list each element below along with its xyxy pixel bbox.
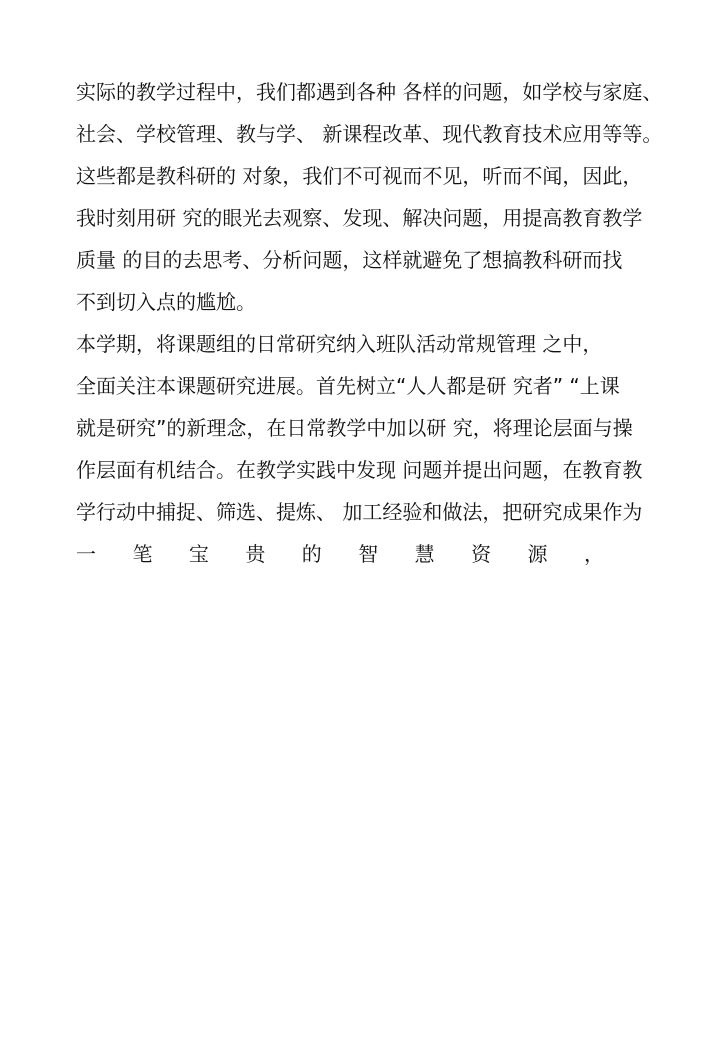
spaced-char-9: 源 <box>527 542 548 566</box>
spaced-char-3: 宝 <box>188 542 209 566</box>
paragraph-1-line-6: 不到切入点的尴尬。 <box>76 290 256 314</box>
paragraph-2-line-1: 本学期，将课题组的日常研究纳入班队活动常规管理 之中， <box>76 332 603 356</box>
paragraph-2-line-3: 就是研究”的新理念，在日常教学中加以研 究，将理论层面与操 <box>76 416 633 440</box>
spaced-char-10: ， <box>583 542 604 566</box>
spaced-char-2: 笔 <box>132 542 153 566</box>
paragraph-1-line-4: 我时刻用研 究的眼光去观察、发现、解决问题，用提高教育教学 <box>76 206 643 230</box>
paragraph-2-line-4: 作层面有机结合。在教学实践中发现 问题并提出问题，在教育教 <box>76 458 643 482</box>
spaced-char-7: 慧 <box>414 542 435 566</box>
spaced-char-1: 一 <box>76 542 96 566</box>
spaced-char-5: 的 <box>301 542 322 566</box>
paragraph-1-line-1: 实际的教学过程中，我们都遇到各种 各样的问题，如学校与家庭、 <box>76 80 663 104</box>
paragraph-2-line-2: 全面关注本课题研究进展。首先树立“人人都是研 究者” “上课 <box>76 374 620 398</box>
paragraph-1-line-5: 质量 的目的去思考、分析问题，这样就避免了想搞教科研而找 <box>76 248 623 272</box>
paragraph-1-line-3: 这些都是教科研的 对象，我们不可视而不见，听而不闻，因此， <box>76 164 643 188</box>
paragraph-2-spaced-line <box>76 541 604 567</box>
spaced-char-6: 智 <box>358 542 379 566</box>
spaced-char-8: 资 <box>471 542 492 566</box>
paragraph-1-line-2: 社会、学校管理、教与学、 新课程改革、现代教育技术应用等等。 <box>76 122 663 146</box>
paragraph-2-line-5: 学行动中捕捉、筛选、提炼、 加工经验和做法，把研究成果作为 <box>76 500 643 524</box>
spaced-char-4: 贵 <box>245 542 266 566</box>
